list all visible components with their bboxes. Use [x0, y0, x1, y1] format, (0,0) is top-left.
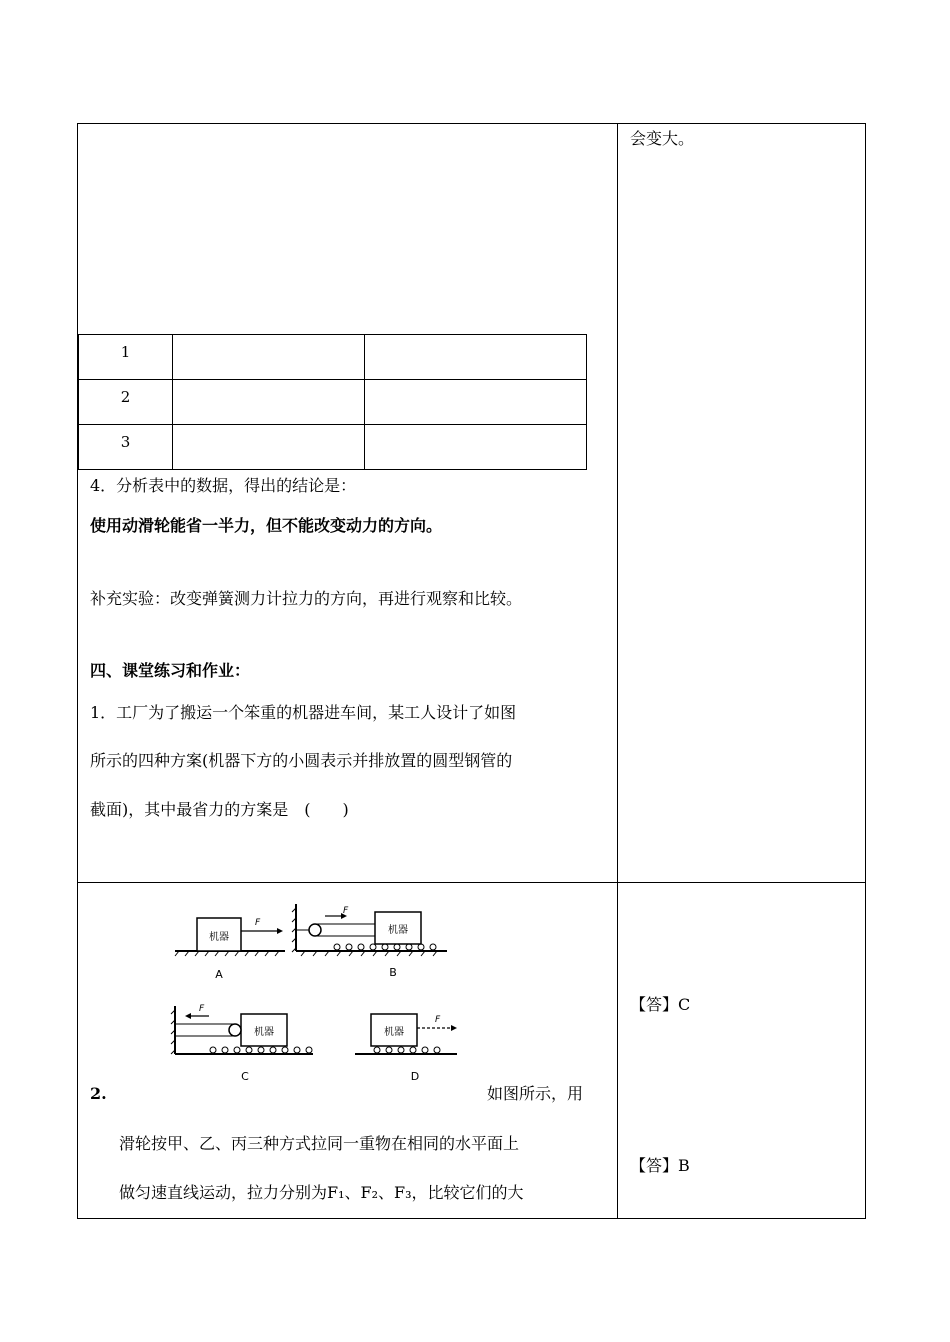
step4-text: 4．分析表中的数据，得出的结论是：: [90, 476, 357, 495]
table-cell-num: 3: [79, 425, 173, 470]
table-cell: [365, 335, 587, 380]
answer-1: 【答】C: [630, 995, 691, 1014]
table-cell: [173, 380, 365, 425]
table-cell: [173, 425, 365, 470]
svg-text:F: F: [435, 1015, 441, 1025]
label-a: A: [215, 968, 223, 981]
force-label: F: [255, 918, 261, 928]
table-cell: [365, 425, 587, 470]
column-divider: [617, 123, 618, 1219]
machine-label: 机器: [209, 932, 229, 943]
figure-option-a: [175, 918, 285, 981]
supplement-text: 补充实验：改变弹簧测力计拉力的方向，再进行观察和比较。: [90, 589, 523, 608]
svg-text:F: F: [343, 906, 349, 916]
svg-text:机器: 机器: [388, 925, 408, 936]
q2-number: 2.: [90, 1084, 107, 1103]
row-divider: [77, 882, 866, 883]
conclusion-text: 使用动滑轮能省一半力，但不能改变动力的方向。: [90, 516, 443, 535]
q2-line1-tail: 如图所示，用: [487, 1084, 584, 1103]
q2-line2: 滑轮按甲、乙、丙三种方式拉同一重物在相同的水平面上: [119, 1134, 520, 1153]
table-row: [79, 425, 587, 470]
svg-text:机器: 机器: [384, 1027, 404, 1038]
q1-line1: 1．工厂为了搬运一个笨重的机器进车间，某工人设计了如图: [90, 703, 517, 722]
svg-text:F: F: [199, 1004, 205, 1014]
q1-line2: 所示的四种方案(机器下方的小圆表示并排放置的圆型钢管的: [90, 751, 513, 770]
table-row: [79, 380, 587, 425]
right-col-continued-text: 会变大。: [630, 129, 695, 148]
data-table: [78, 334, 587, 470]
section-title: 四、课堂练习和作业：: [90, 661, 251, 680]
machine-pulling-figure: [165, 898, 465, 1088]
table-cell-num: 1: [79, 335, 173, 380]
table-cell-num: 2: [79, 380, 173, 425]
table-row: [79, 335, 587, 380]
table-cell: [365, 380, 587, 425]
figure-option-b: [292, 904, 447, 979]
svg-text:机器: 机器: [254, 1027, 274, 1038]
answer-2: 【答】B: [630, 1156, 690, 1175]
label-c: C: [241, 1070, 249, 1083]
label-b: B: [389, 966, 397, 979]
figure-option-d: [355, 1014, 457, 1083]
table-cell: [173, 335, 365, 380]
label-d: D: [410, 1070, 420, 1083]
figure-option-c: [171, 1004, 313, 1083]
q2-line3: 做匀速直线运动，拉力分别为F₁、F₂、F₃，比较它们的大: [119, 1183, 524, 1202]
q1-line3: 截面)，其中最省力的方案是 ( ): [90, 800, 349, 819]
